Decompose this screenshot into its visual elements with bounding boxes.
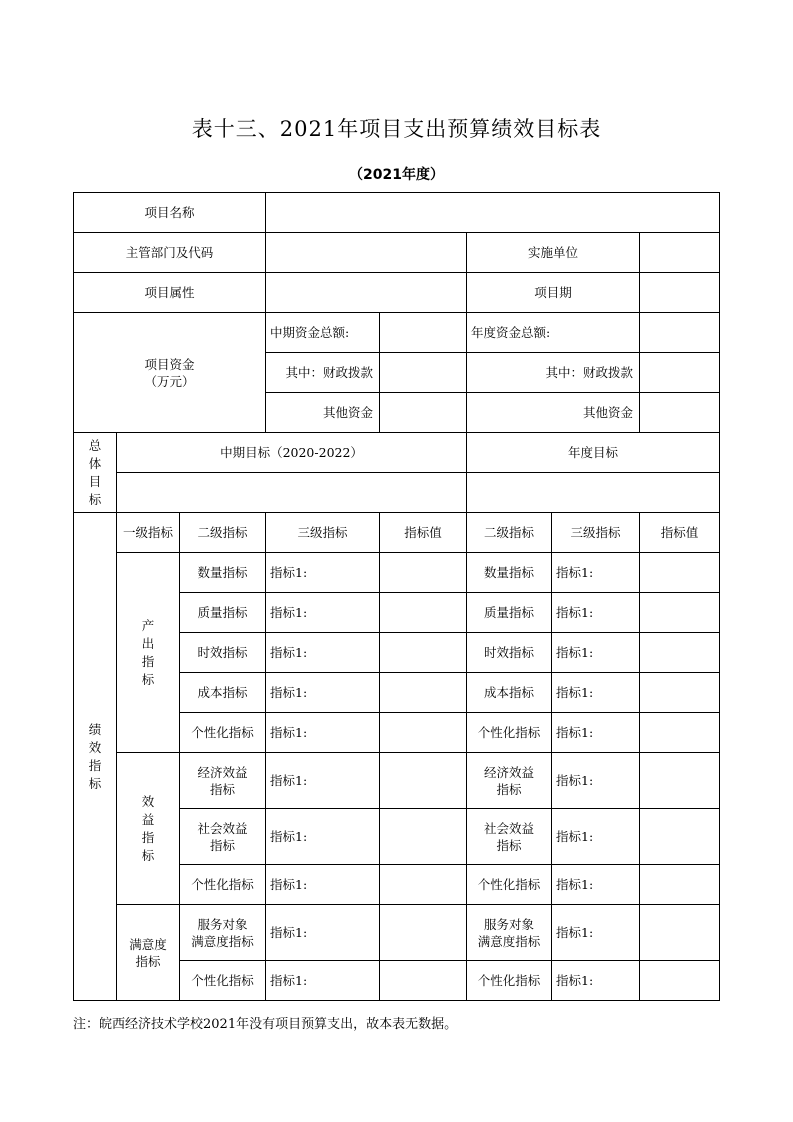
dept-code-label: 主管部门及代码 (74, 233, 266, 273)
project-name-row (74, 193, 720, 233)
mid-other-label: 其他资金 (266, 393, 380, 433)
dept-row (74, 233, 720, 273)
level2-cell: 个性化指标 (180, 713, 266, 753)
overall-header-row (74, 433, 720, 473)
fiscal-year-subtitle: （2021年度） (349, 167, 444, 183)
indicator-cell[interactable]: 指标1: (552, 553, 640, 593)
indicator-cell[interactable]: 指标1: (552, 961, 640, 1001)
indicator-cell[interactable]: 指标1: (266, 961, 380, 1001)
header-level3-mid: 三级指标 (266, 513, 380, 553)
level2-cell: 个性化指标 (467, 865, 552, 905)
overall-content-row (74, 473, 720, 513)
period-label: 项目期 (467, 273, 640, 313)
level2-cell: 数量指标 (467, 553, 552, 593)
value-cell[interactable] (380, 633, 467, 673)
indicator-cell[interactable]: 指标1: (552, 593, 640, 633)
level2-cell: 服务对象 满意度指标 (467, 905, 552, 961)
year-target-content[interactable] (467, 473, 720, 513)
indicator-cell[interactable]: 指标1: (552, 713, 640, 753)
indicator-cell[interactable]: 指标1: (266, 633, 380, 673)
attribute-row (74, 273, 720, 313)
indicator-header-row (74, 513, 720, 553)
value-cell[interactable] (640, 593, 720, 633)
level2-cell: 个性化指标 (467, 961, 552, 1001)
satisfaction-group-label: 满意度 指标 (117, 905, 180, 1001)
indicator-cell[interactable]: 指标1: (266, 673, 380, 713)
funds-label-line1: 项目资金 (144, 356, 195, 372)
indicator-cell[interactable]: 指标1: (552, 809, 640, 865)
level2-cell: 社会效益 指标 (467, 809, 552, 865)
period-value[interactable] (640, 273, 720, 313)
level2-cell: 数量指标 (180, 553, 266, 593)
project-name-value[interactable] (266, 193, 720, 233)
header-level1: 一级指标 (117, 513, 180, 553)
value-cell[interactable] (640, 753, 720, 809)
year-fiscal-value[interactable] (640, 353, 720, 393)
indicator-cell[interactable]: 指标1: (552, 673, 640, 713)
performance-target-table (73, 192, 720, 1001)
value-cell[interactable] (380, 753, 467, 809)
indicator-row (74, 553, 720, 593)
level2-cell: 服务对象 满意度指标 (180, 905, 266, 961)
level2-cell: 成本指标 (180, 673, 266, 713)
indicator-cell[interactable]: 指标1: (266, 809, 380, 865)
indicator-row (74, 905, 720, 961)
value-cell[interactable] (640, 553, 720, 593)
value-cell[interactable] (640, 633, 720, 673)
year-total-label: 年度资金总额: (467, 313, 640, 353)
year-target-header: 年度目标 (467, 433, 720, 473)
year-fiscal-label: 其中：财政拨款 (467, 353, 640, 393)
value-cell[interactable] (380, 905, 467, 961)
value-cell[interactable] (380, 865, 467, 905)
indicator-cell[interactable]: 指标1: (266, 593, 380, 633)
project-name-label: 项目名称 (74, 193, 266, 233)
indicator-cell[interactable]: 指标1: (266, 713, 380, 753)
value-cell[interactable] (380, 553, 467, 593)
level2-cell: 个性化指标 (467, 713, 552, 753)
benefit-group-label: 效益指标 (117, 753, 180, 905)
header-level2-mid: 二级指标 (180, 513, 266, 553)
indicator-cell[interactable]: 指标1: (552, 865, 640, 905)
overall-target-label: 总体目标 (74, 433, 117, 513)
value-cell[interactable] (380, 593, 467, 633)
value-cell[interactable] (640, 905, 720, 961)
level2-cell: 成本指标 (467, 673, 552, 713)
output-group-label: 产出指标 (117, 553, 180, 753)
level2-cell: 经济效益 指标 (467, 753, 552, 809)
year-other-value[interactable] (640, 393, 720, 433)
level2-cell: 质量指标 (180, 593, 266, 633)
level2-cell: 个性化指标 (180, 865, 266, 905)
year-other-label: 其他资金 (467, 393, 640, 433)
impl-unit-label: 实施单位 (467, 233, 640, 273)
mid-fiscal-label: 其中：财政拨款 (266, 353, 380, 393)
indicator-cell[interactable]: 指标1: (266, 553, 380, 593)
page-title: 表十三、2021年项目支出预算绩效目标表 (191, 117, 602, 141)
level2-cell: 时效指标 (467, 633, 552, 673)
dept-code-value[interactable] (266, 233, 467, 273)
indicator-cell[interactable]: 指标1: (552, 633, 640, 673)
header-level3-year: 三级指标 (552, 513, 640, 553)
funds-label (74, 313, 266, 433)
indicator-cell[interactable]: 指标1: (552, 905, 640, 961)
mid-target-content[interactable] (117, 473, 467, 513)
indicator-cell[interactable]: 指标1: (552, 753, 640, 809)
level2-cell: 个性化指标 (180, 961, 266, 1001)
header-value-mid: 指标值 (380, 513, 467, 553)
indicator-cell[interactable]: 指标1: (266, 865, 380, 905)
value-cell[interactable] (380, 961, 467, 1001)
impl-unit-value[interactable] (640, 233, 720, 273)
value-cell[interactable] (640, 865, 720, 905)
funds-row-1 (74, 313, 720, 353)
mid-fiscal-value[interactable] (380, 353, 467, 393)
year-total-value[interactable] (640, 313, 720, 353)
value-cell[interactable] (640, 673, 720, 713)
funds-label-line2: （万元） (144, 373, 195, 389)
level2-cell: 社会效益 指标 (180, 809, 266, 865)
mid-target-header: 中期目标（2020-2022） (117, 433, 467, 473)
indicator-cell[interactable]: 指标1: (266, 753, 380, 809)
value-cell[interactable] (640, 809, 720, 865)
level2-cell: 时效指标 (180, 633, 266, 673)
attribute-value[interactable] (266, 273, 467, 313)
level2-cell: 质量指标 (467, 593, 552, 633)
value-cell[interactable] (380, 713, 467, 753)
indicator-row (74, 753, 720, 809)
value-cell[interactable] (640, 713, 720, 753)
level2-cell: 经济效益 指标 (180, 753, 266, 809)
perf-indicator-label: 绩效指标 (74, 513, 117, 1001)
value-cell[interactable] (380, 673, 467, 713)
footnote: 注：皖西经济技术学校2021年没有项目预算支出，故本表无数据。 (73, 1017, 458, 1032)
mid-other-value[interactable] (380, 393, 467, 433)
header-level2-year: 二级指标 (467, 513, 552, 553)
mid-total-label: 中期资金总额: (266, 313, 380, 353)
value-cell[interactable] (640, 961, 720, 1001)
header-value-year: 指标值 (640, 513, 720, 553)
attribute-label: 项目属性 (74, 273, 266, 313)
value-cell[interactable] (380, 809, 467, 865)
indicator-cell[interactable]: 指标1: (266, 905, 380, 961)
mid-total-value[interactable] (380, 313, 467, 353)
